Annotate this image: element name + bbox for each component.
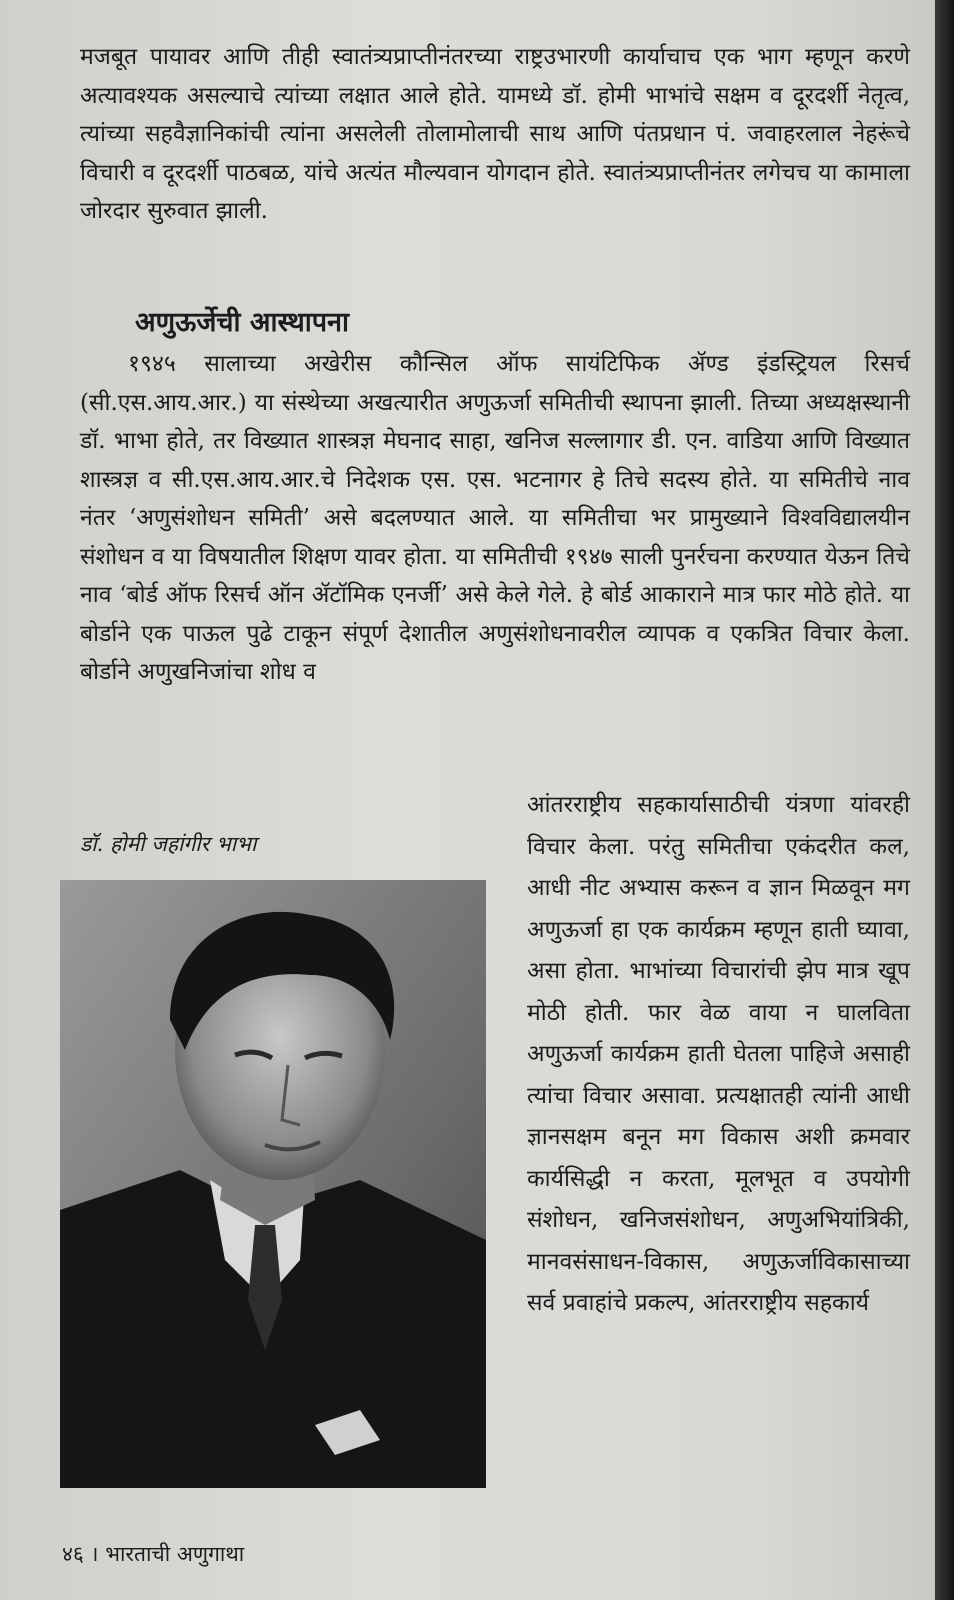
intro-paragraph: मजबूत पायावर आणि तीही स्वातंत्र्यप्राप्तीनंतरच्या राष्ट्रउभारणी कार्याचाच एक भाग म्हणून करणे अत्यावश्यक असल्याचे त्यांच्या लक्षात आले होते. यामध्ये डॉ. होमी भाभांचे सक्षम व दूरदर्शी नेतृत्व, त्यांच्या सहवैज्ञानिकांची त्यांना असलेली तोलामोलाची साथ आणि पंतप्रधान पं. जवाहरलाल नेहरूंचे विचारी व दूरदर्शी पाठबळ, यांचे अत्यंत मौल्यवान योगदान होते. स्वातंत्र्यप्राप्तीनंतर लगेचच या कामाला जोरदार सुरुवात झाली.: [80, 44, 910, 224]
section-heading: अणुऊर्जेची आस्थापना: [135, 307, 350, 338]
page-footer: [62, 1540, 244, 1568]
portrait-photo: [60, 880, 486, 1488]
book-title: भारताची अणुगाथा: [105, 1542, 245, 1566]
main-paragraph: १९४५ सालाच्या अखेरीस कौन्सिल ऑफ सायंटिफिक ॲण्ड इंडस्ट्रियल रिसर्च (सी.एस.आय.आर.) या संस्थेच्या अखत्यारीत अणुऊर्जा समितीची स्थापना झाली. तिच्या अध्यक्षस्थानी डॉ. भाभा होते, तर विख्यात शास्त्रज्ञ मेघनाद साहा, खनिज सल्लागार डी. एन. वाडिया आणि विख्यात शास्त्रज्ञ व सी.एस.आय.आर.चे निदेशक एस. एस. भटनागर हे तिचे सदस्य होते. या समितीचे नाव नंतर ‘अणुसंशोधन समिती’ असे बदलण्यात आले. या समितीचा भर प्रामुख्याने विश्वविद्यालयीन संशोधन व या विषयातील शिक्षण यावर होता. या समितीची १९४७ साली पुनर्रचना करण्यात येऊन तिचे नाव ‘बोर्ड ऑफ रिसर्च ऑन ॲटॉमिक एनर्जी’ असे केले गेले. हे बोर्ड आकाराने मात्र फार मोठे होते. या बोर्डाने एक पाऊल पुढे टाकून संपूर्ण देशातील अणुसंशोधनावरील व्यापक व एकत्रित विचार केला. बोर्डाने अणुखनिजांचा शोध व: [80, 351, 910, 685]
column-paragraph: आंतरराष्ट्रीय सहकार्यासाठीची यंत्रणा यांवरही विचार केला. परंतु समितीचा एकंदरीत कल, आधी नीट अभ्यास करून व ज्ञान मिळवून मग अणुऊर्जा हा एक कार्यक्रम म्हणून हाती घ्यावा, असा होता. भाभांच्या विचारांची झेप मात्र खूप मोठी होती. फार वेळ वाया न घालविता अणुऊर्जा कार्यक्रम हाती घेतला पाहिजे असाही त्यांचा विचार असावा. प्रत्यक्षातही त्यांनी आधी ज्ञानसक्षम बनून मग विकास अशी क्रमवार कार्यसिद्धी न करता, मूलभूत व उपयोगी संशोधन, खनिजसंशोधन, अणुअभियांत्रिकी, मानवसंसाधन-विकास, अणुऊर्जाविकासाच्या सर्व प्रवाहांचे प्रकल्प, आंतरराष्ट्रीय सहकार्य: [527, 792, 910, 1316]
photo-caption: डॉ. होमी जहांगीर भाभा: [80, 832, 257, 856]
footer-separator: ।: [90, 1542, 99, 1566]
book-spine: [935, 0, 954, 1600]
page-number: ४६: [62, 1542, 84, 1566]
